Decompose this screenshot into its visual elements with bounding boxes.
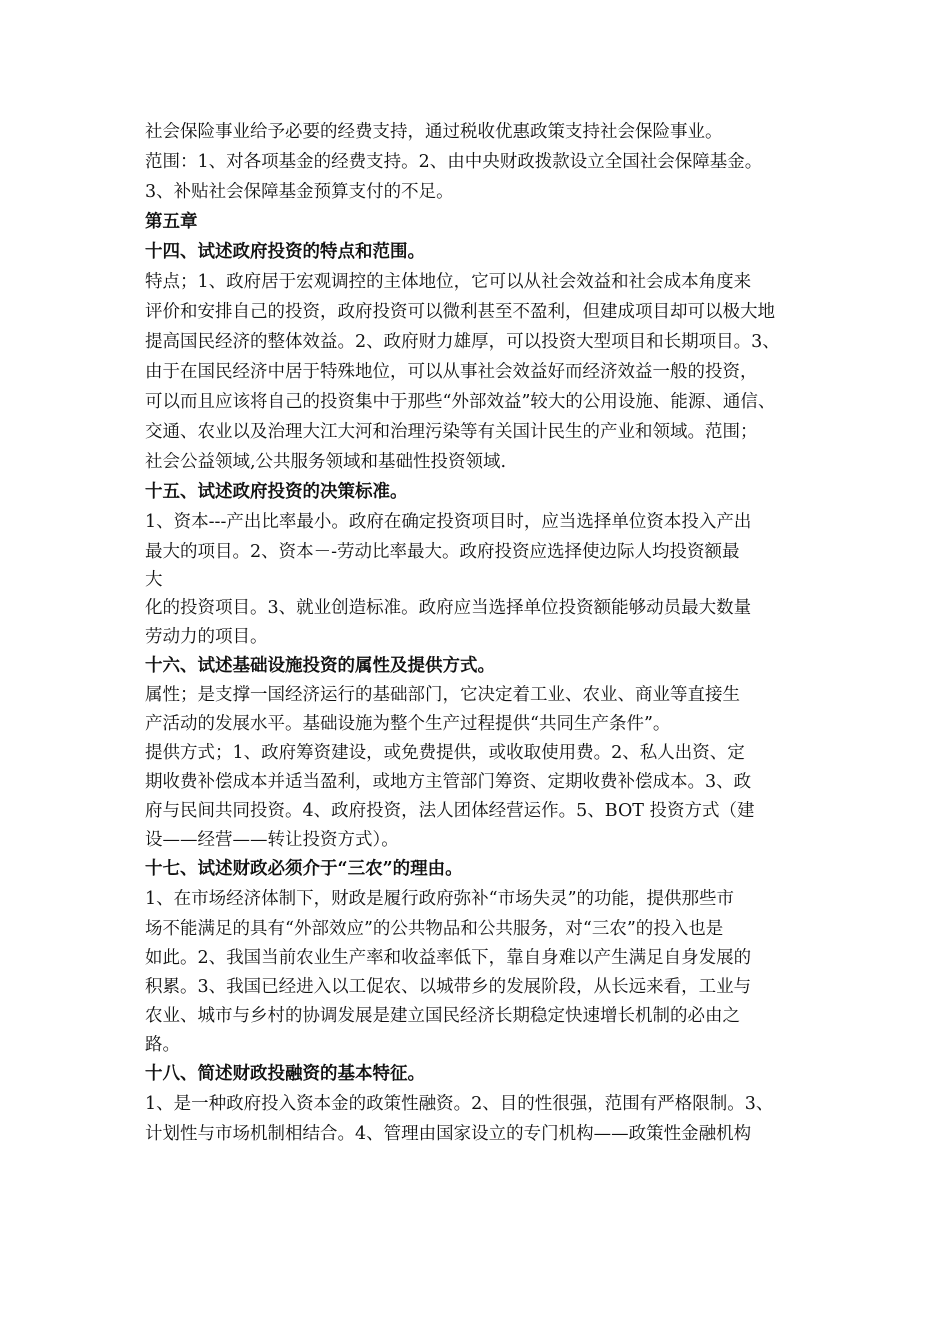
chapter-heading: 第五章 <box>145 212 198 232</box>
text-line: 提供方式；1、政府筹资建设，或免费提供，或收取使用费。2、私人出资、定 <box>145 743 745 763</box>
text-line: 1、在市场经济体制下，财政是履行政府弥补“市场失灵”的功能，提供那些市 <box>145 889 735 909</box>
text-line: 社会保险事业给予必要的经费支持，通过税收优惠政策支持社会保险事业。 <box>145 122 723 142</box>
text-line: 可以而且应该将自己的投资集中于那些“外部效益”较大的公用设施、能源、通信、 <box>145 392 776 412</box>
text-line: 评价和安排自己的投资，政府投资可以微利甚至不盈利，但建成项目却可以极大地 <box>145 302 775 322</box>
text-line: 路。 <box>145 1035 180 1055</box>
text-line: 提高国民经济的整体效益。2、政府财力雄厚，可以投资大型项目和长期项目。3、 <box>145 332 780 352</box>
text-line: 积累。3、我国已经进入以工促农、以城带乡的发展阶段，从长远来看，工业与 <box>145 977 752 997</box>
section-heading: 十六、试述基础设施投资的属性及提供方式。 <box>145 656 495 676</box>
text-line: 农业、城市与乡村的协调发展是建立国民经济长期稳定快速增长机制的必由之 <box>145 1006 740 1026</box>
text-line: 场不能满足的具有“外部效应”的公共物品和公共服务，对“三农”的投入也是 <box>145 919 724 939</box>
text-line: 化的投资项目。3、就业创造标准。政府应当选择单位投资额能够动员最大数量 <box>145 598 752 618</box>
text-line: 社会公益领域,公共服务领域和基础性投资领域. <box>145 452 507 472</box>
section-heading: 十五、试述政府投资的决策标准。 <box>145 482 408 502</box>
text-line: 3、补贴社会保障基金预算支付的不足。 <box>145 182 454 202</box>
text-line: 如此。2、我国当前农业生产率和收益率低下，靠自身难以产生满足自身发展的 <box>145 948 752 968</box>
text-line: 大 <box>145 570 163 590</box>
text-line: 劳动力的项目。 <box>145 627 268 647</box>
text-line: 交通、农业以及治理大江大河和治理污染等有关国计民生的产业和领域。范围； <box>145 422 758 442</box>
section-heading: 十四、试述政府投资的特点和范围。 <box>145 242 425 262</box>
text-line: 特点；1、政府居于宏观调控的主体地位，它可以从社会效益和社会成本角度来 <box>145 272 752 292</box>
text-line: 设——经营——转让投资方式）。 <box>145 830 399 850</box>
section-heading: 十七、试述财政必须介于“三农”的理由。 <box>145 859 463 879</box>
text-line: 由于在国民经济中居于特殊地位，可以从事社会效益好而经济效益一般的投资， <box>145 362 758 382</box>
text-line: 属性；是支撑一国经济运行的基础部门，它决定着工业、农业、商业等直接生 <box>145 685 740 705</box>
text-line: 1、是一种政府投入资本金的政策性融资。2、目的性很强，范围有严格限制。3、 <box>145 1094 774 1114</box>
text-line: 产活动的发展水平。基础设施为整个生产过程提供“共同生产条件”。 <box>145 714 671 734</box>
text-line: 府与民间共同投资。4、政府投资，法人团体经营运作。5、BOT 投资方式（建 <box>145 801 755 821</box>
section-heading: 十八、简述财政投融资的基本特征。 <box>145 1064 425 1084</box>
text-line: 计划性与市场机制相结合。4、管理由国家设立的专门机构——政策性金融机构 <box>145 1124 752 1144</box>
text-line: 最大的项目。2、资本－-劳动比率最大。政府投资应选择使边际人均投资额最 <box>145 542 740 562</box>
text-line: 期收费补偿成本并适当盈利，或地方主管部门筹资、定期收费补偿成本。3、政 <box>145 772 752 792</box>
text-line: 范围：1、对各项基金的经费支持。2、由中央财政拨款设立全国社会保障基金。 <box>145 152 763 172</box>
text-line: 1、资本---产出比率最小。政府在确定投资项目时，应当选择单位资本投入产出 <box>145 512 752 532</box>
